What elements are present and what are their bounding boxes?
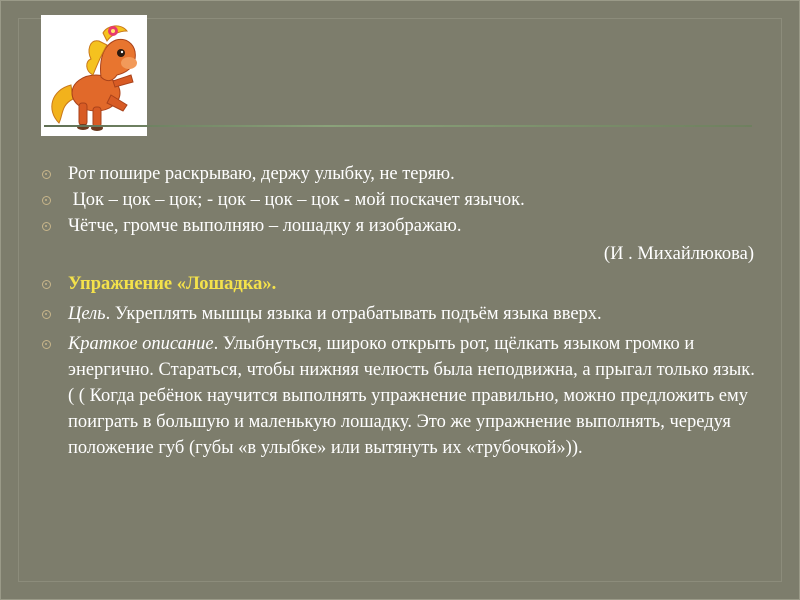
bullet-icon <box>42 196 51 205</box>
description-text: . Улыбнуться, широко открыть рот, щёлкать языком громко и энергично. Стараться, чтобы нижняя челюсть была неподвижна, а прыгал только язык. ( ( Когда ребёнок научится выполнять упражнение правильно, можно предложить ему поиграть в большую и маленькую лошадку. Это же упражнение выполнять, чередуя положение губ (губы «в улыбке» или вытянуть их «трубочкой»)). <box>68 334 755 458</box>
pony-picture <box>41 15 147 136</box>
poem-author: (И . Михайлюкова) <box>603 244 754 264</box>
bullet-icon <box>42 340 51 349</box>
list-item <box>42 331 762 461</box>
bullet-icon <box>42 222 51 231</box>
exercise-title: Упражнение «Лошадка». <box>68 274 277 294</box>
poem-line-1: Рот пошире раскрываю, держу улыбку, не теряю. <box>68 164 455 184</box>
description-label: Краткое описание <box>68 334 214 354</box>
list-item <box>42 161 762 187</box>
goal-text: . Укреплять мышцы языка и отрабатывать подъём языка вверх. <box>105 304 602 324</box>
list-item <box>42 301 762 327</box>
bullet-icon <box>42 280 51 289</box>
poem-line-2: Цок – цок – цок; - цок – цок – цок - мой поскачет язычок. <box>68 190 525 210</box>
list-item <box>42 271 762 297</box>
title-divider <box>44 125 752 127</box>
list-item <box>42 213 762 239</box>
bullet-icon <box>42 310 51 319</box>
goal-label: Цель <box>68 304 106 324</box>
bullet-icon <box>42 170 51 179</box>
slide-content <box>42 161 762 461</box>
pony-cartoon-icon <box>41 15 147 136</box>
list-item <box>42 187 762 213</box>
poem-line-3: Чётче, громче выполняю – лошадку я изображаю. <box>68 216 462 236</box>
